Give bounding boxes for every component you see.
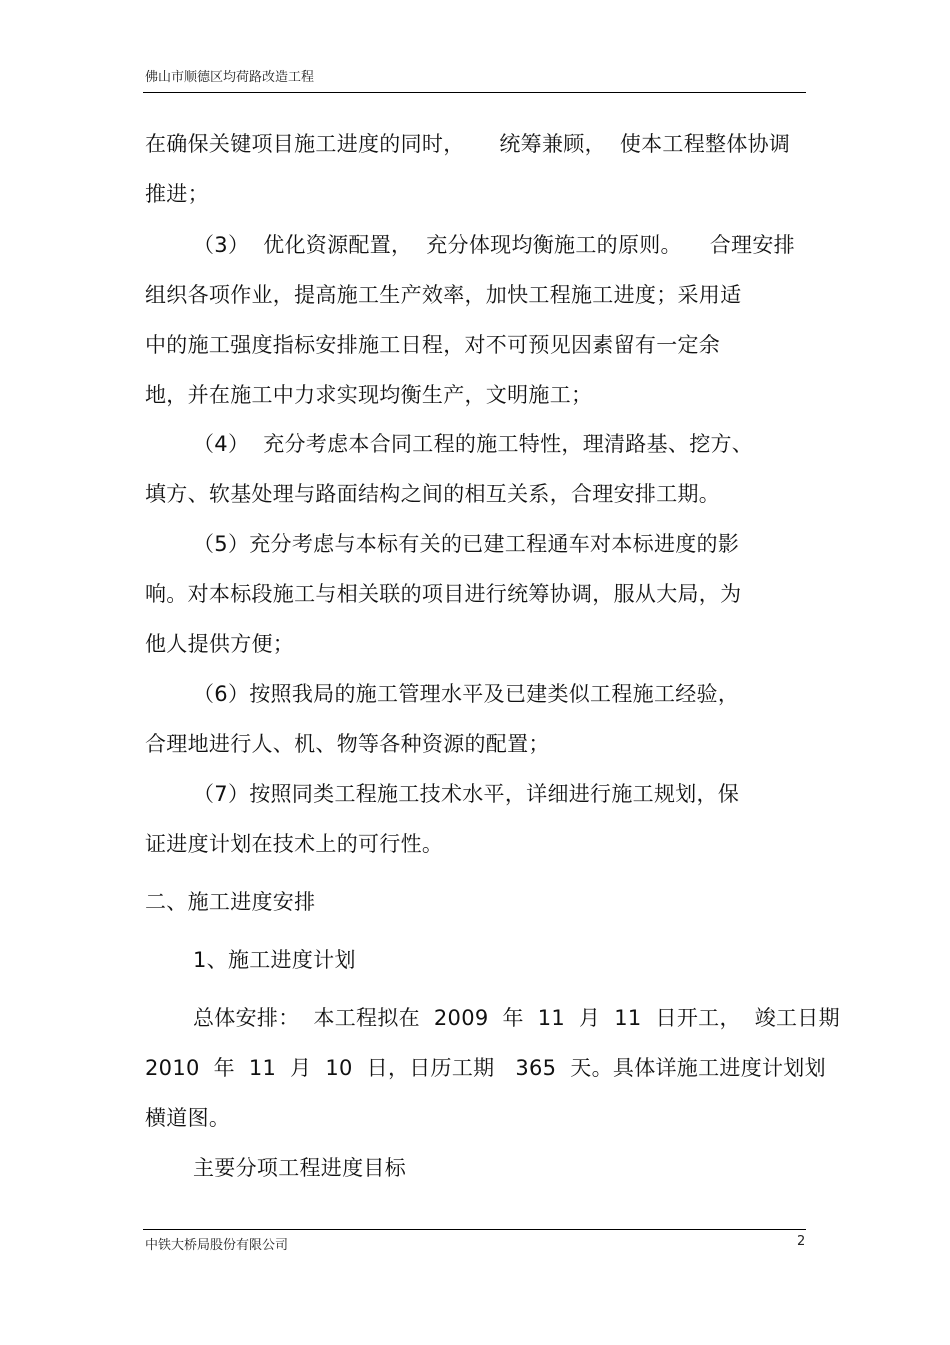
body-line: （6）按照我局的施工管理水平及已建类似工程施工经验， [193, 682, 740, 706]
body-line: （5）充分考虑与本标有关的已建工程通车对本标进度的影 [193, 532, 740, 556]
footer-divider [143, 1229, 806, 1230]
footer-company: 中铁大桥局股份有限公司 [145, 1238, 289, 1253]
body-line: 证进度计划在技术上的可行性。 [145, 832, 444, 856]
body-line: （3） 优化资源配置， 充分体现均衡施工的原则。 合理安排 [193, 233, 795, 257]
body-line: 主要分项工程进度目标 [193, 1156, 406, 1180]
body-line: 地，并在施工中力求实现均衡生产，文明施工； [145, 383, 593, 407]
body-line: 横道图。 [145, 1106, 231, 1130]
section-heading: 二、施工进度安排 [145, 890, 316, 914]
subsection-heading: 1、施工进度计划 [193, 948, 356, 972]
header-title: 佛山市顺德区均荷路改造工程 [145, 70, 315, 85]
body-line: 2010 年 11 月 10 日，日历工期 365 天。具体详施工进度计划划 [145, 1056, 826, 1080]
body-line: （7）按照同类工程施工技术水平，详细进行施工规划，保 [193, 782, 740, 806]
body-line: 他人提供方便； [145, 632, 295, 656]
body-line: 响。对本标段施工与相关联的项目进行统筹协调，服从大局，为 [145, 582, 742, 606]
body-line: 组织各项作业，提高施工生产效率，加快工程施工进度；采用适 [145, 283, 742, 307]
header-divider [143, 92, 806, 93]
page-number: 2 [797, 1234, 806, 1249]
body-line: 合理地进行人、机、物等各种资源的配置； [145, 732, 550, 756]
body-line: （4） 充分考虑本合同工程的施工特性，理清路基、挖方、 [193, 432, 754, 456]
body-line: 填方、软基处理与路面结构之间的相互关系，合理安排工期。 [145, 482, 721, 506]
body-line: 中的施工强度指标安排施工日程，对不可预见因素留有一定余 [145, 333, 721, 357]
body-line: 总体安排： 本工程拟在 2009 年 11 月 11 日开工， 竣工日期 [193, 1006, 840, 1030]
body-line: 推进； [145, 182, 209, 206]
body-line: 在确保关键项目施工进度的同时， 统筹兼顾， 使本工程整体协调 [145, 132, 791, 156]
